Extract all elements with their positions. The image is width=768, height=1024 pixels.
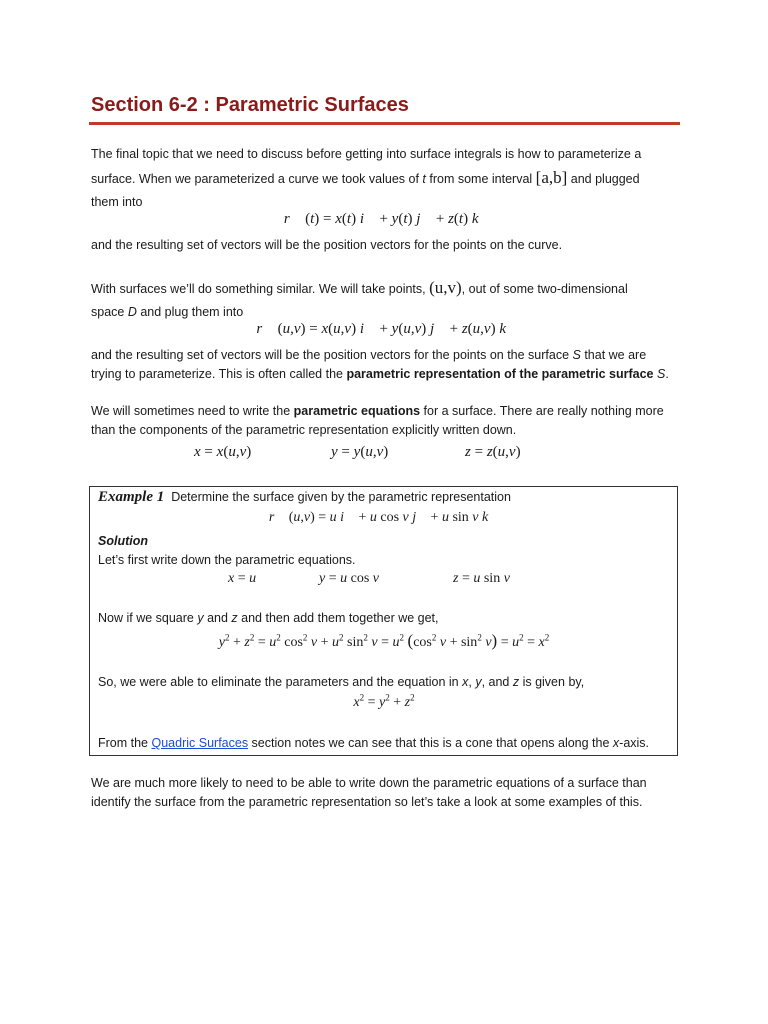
surface-result-paragraph: and the resulting set of vectors will be the position vectors for the points on the surface S that we are trying to parameterize. This is often called the parametric representation of the parametric surface S.	[91, 348, 669, 381]
curve-result-paragraph: and the resulting set of vectors will be the position vectors for the points on the curve.	[91, 238, 563, 252]
solution-conclusion: From the Quadric Surfaces section notes we can see that this is a cone that opens along the x-axis.	[98, 736, 650, 750]
parametric-equations-paragraph: We will sometimes need to write the parametric equations for a surface. There are really nothing more than the components of the parametric representation explicitly written down.	[91, 404, 664, 437]
page-title: Section 6-2 : Parametric Surfaces	[91, 94, 409, 116]
cone-equation: $x^2 = y^2 + z^2$	[353, 692, 415, 710]
squared-sum-equation: $y^2 + z^2 = u^2$ $\cos^2 v + u^2$ $\sin^2 v = u^2$ ($\cos^2$ $v + \sin^2 v) = u^2 = x^2$	[218, 631, 550, 650]
param-eq-z: z = z(u,v)	[465, 444, 521, 460]
intro-line-1: The final topic that we need to discuss before getting into surface integrals is how to parameterize a	[91, 147, 642, 161]
example-param-eqs	[98, 571, 670, 595]
solution-step-3: So, we were able to eliminate the parameters and the equation in x, y, and z is given by,	[98, 675, 585, 689]
title-rule	[89, 122, 680, 125]
example-equation: r⃗ (u,v) = u i⃗ + u cos v j⃗ + u sin v k⃗	[268, 510, 500, 525]
example-eq-x: x = u	[228, 571, 257, 586]
param-eq-x: x = x(u,v)	[194, 444, 252, 460]
closing-paragraph: We are much more likely to need to be able to write down the parametric equations of a surface than identify the surface from the parametric representation so let’s take a look at some examples of this.	[91, 776, 647, 809]
term-parametric-equations: parametric equations	[293, 404, 421, 418]
curve-equation: r⃗ (t) = x(t) i⃗ + y(t) j⃗ + z(t) k⃗	[283, 211, 491, 227]
term-parametric-representation: parametric representation of the parametric surface	[346, 367, 654, 381]
intro-line-3: them into	[91, 195, 143, 209]
surface-equation: r⃗ (u,v) = x(u,v) i⃗ + y(u,v) j⃗ + z(u,v) k⃗	[256, 321, 518, 337]
example-box	[89, 486, 678, 756]
example-heading: Example 1 Determine the surface given by the parametric representation	[98, 489, 511, 505]
surface-paragraph: With surfaces we’ll do something similar. We will take points, (u,v), out of some two-dimensional space D and plug them into	[91, 278, 628, 319]
solution-label: Solution	[98, 534, 148, 548]
intro-line-2: surface. When we parameterized a curve we took values of t from some interval [a,b] and plugged	[91, 168, 640, 187]
example-label: Example 1	[98, 489, 165, 505]
example-eq-z: z = u sin v	[453, 571, 510, 586]
parametric-equations-row	[91, 444, 683, 468]
interval: [a,b]	[535, 168, 568, 187]
solution-step-2: Now if we square y and z and then add them together we get,	[98, 611, 439, 625]
solution-step-1: Let’s first write down the parametric equations.	[98, 553, 356, 567]
intro-paragraph	[91, 143, 683, 214]
point-uv: (u,v)	[429, 278, 462, 297]
quadric-surfaces-link[interactable]: Quadric Surfaces	[151, 736, 249, 750]
example-eq-y: y = u cos v	[319, 571, 380, 586]
param-eq-y: y = y(u,v)	[331, 444, 389, 460]
